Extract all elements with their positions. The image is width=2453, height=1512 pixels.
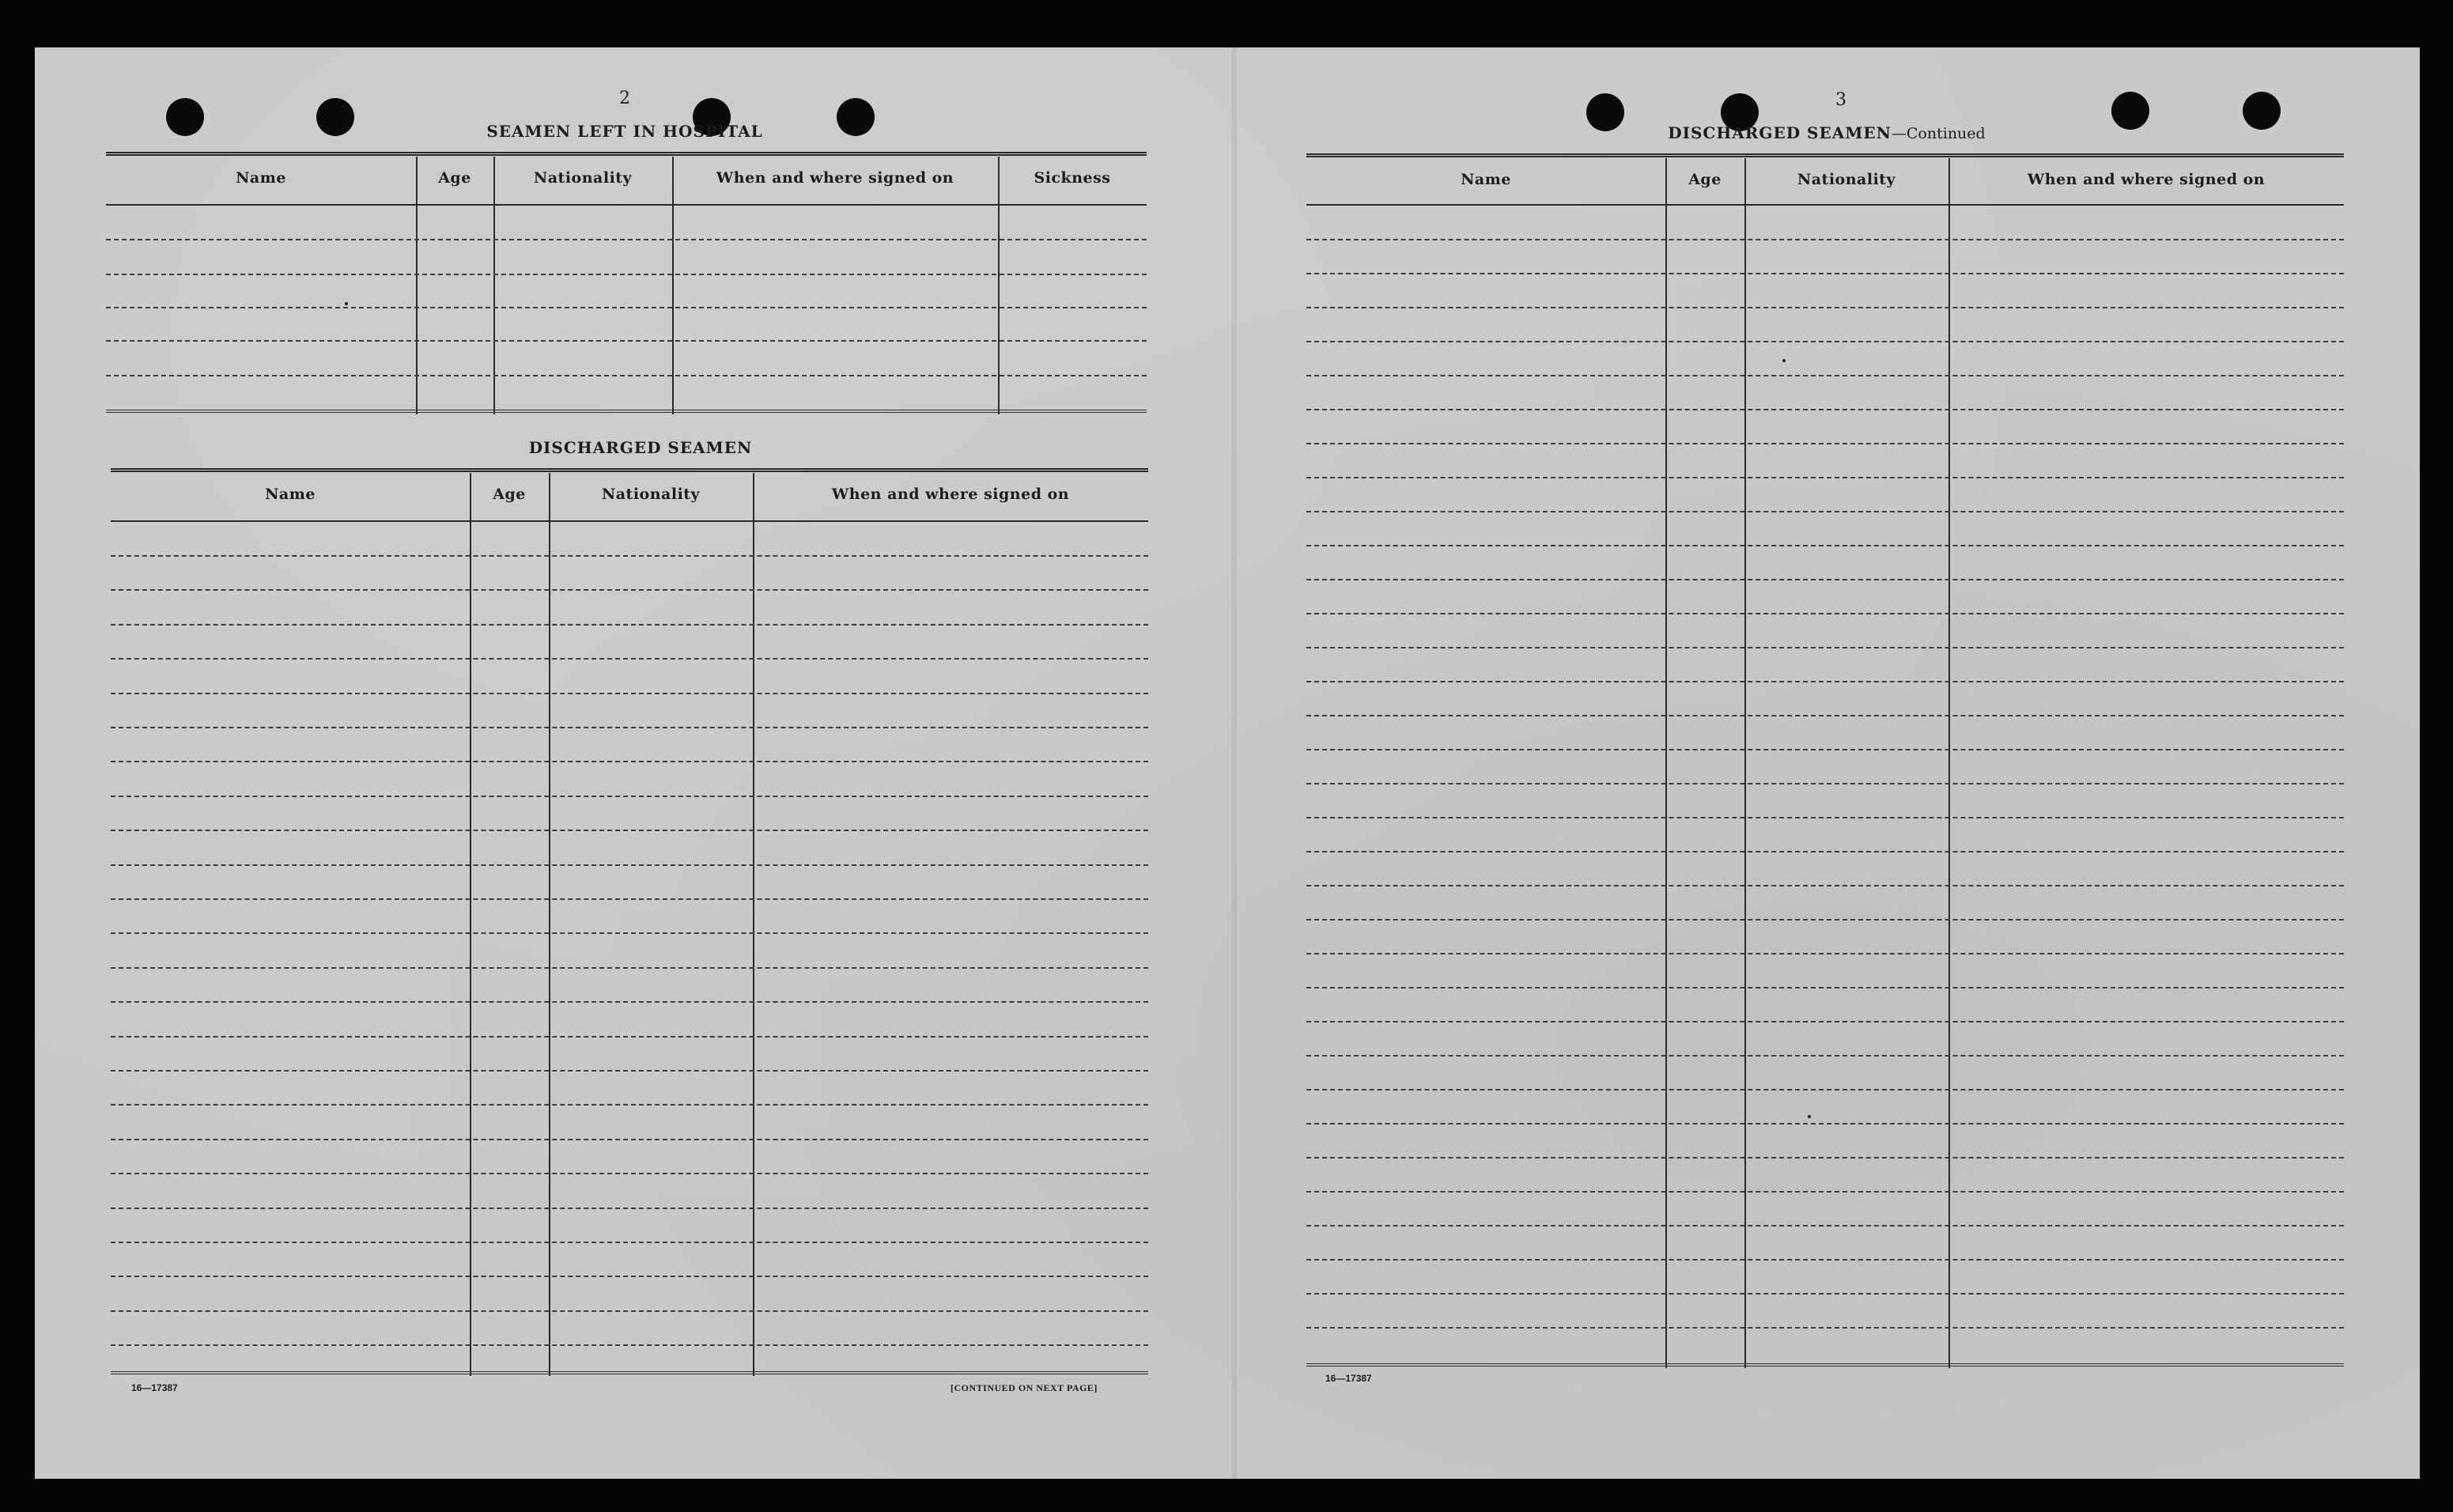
entry-line bbox=[111, 898, 1148, 900]
column-header-name: Name bbox=[236, 169, 286, 187]
entry-line bbox=[111, 1208, 1148, 1209]
page-gutter bbox=[1232, 47, 1237, 1479]
entry-line bbox=[1306, 545, 2344, 546]
form-code-left: 16—17387 bbox=[131, 1382, 178, 1393]
entry-line bbox=[1306, 1089, 2344, 1091]
entry-line bbox=[111, 932, 1148, 934]
entry-line bbox=[111, 555, 1148, 557]
entry-line bbox=[111, 1139, 1148, 1140]
punch-hole bbox=[2111, 92, 2149, 130]
entry-line bbox=[1306, 239, 2344, 240]
entry-line bbox=[1306, 851, 2344, 852]
form-code-right: 16—17387 bbox=[1325, 1373, 1372, 1384]
stray-mark bbox=[1782, 359, 1786, 362]
entry-line bbox=[1306, 1021, 2344, 1022]
table-bottom-rule bbox=[1306, 1363, 2344, 1366]
entry-line bbox=[111, 1173, 1148, 1174]
entry-line bbox=[111, 967, 1148, 969]
discharged-title-text: DISCHARGED SEAMEN bbox=[1668, 123, 1892, 142]
entry-line bbox=[1306, 375, 2344, 376]
column-header-age: Age bbox=[493, 486, 526, 503]
table-header-row bbox=[1306, 171, 2344, 195]
entry-line bbox=[1306, 987, 2344, 988]
entry-line bbox=[1306, 953, 2344, 954]
entry-line bbox=[106, 375, 1147, 376]
entry-line bbox=[111, 830, 1148, 831]
table-bottom-rule bbox=[106, 410, 1147, 413]
punch-hole bbox=[1586, 93, 1624, 131]
header-rule bbox=[1306, 204, 2344, 206]
punch-hole bbox=[2243, 92, 2281, 130]
column-header-signed-on: When and where signed on bbox=[2027, 171, 2266, 188]
column-divider bbox=[549, 473, 550, 1376]
table-header-row bbox=[111, 486, 1148, 509]
entry-line bbox=[1306, 1225, 2344, 1227]
entry-line bbox=[1306, 511, 2344, 512]
entry-line bbox=[111, 864, 1148, 866]
entry-line bbox=[1306, 783, 2344, 784]
column-header-sickness: Sickness bbox=[1034, 169, 1111, 187]
column-header-age: Age bbox=[438, 169, 471, 187]
entry-line bbox=[106, 274, 1147, 275]
column-header-signed-on: When and where signed on bbox=[831, 486, 1070, 503]
entry-line bbox=[1306, 307, 2344, 308]
entry-line bbox=[111, 624, 1148, 626]
header-rule bbox=[106, 204, 1147, 206]
table-top-rule bbox=[1306, 153, 2344, 157]
entry-line bbox=[1306, 885, 2344, 886]
table-top-rule bbox=[106, 152, 1147, 156]
entry-line bbox=[111, 1310, 1148, 1312]
entry-line bbox=[1306, 341, 2344, 342]
entry-line bbox=[1306, 749, 2344, 750]
entry-line bbox=[106, 307, 1147, 308]
page-number-left: 2 bbox=[619, 89, 630, 108]
column-header-name: Name bbox=[1461, 171, 1511, 188]
column-header-name: Name bbox=[265, 486, 316, 503]
entry-line bbox=[111, 693, 1148, 694]
entry-line bbox=[1306, 579, 2344, 580]
entry-line bbox=[1306, 715, 2344, 716]
column-header-nationality: Nationality bbox=[601, 486, 701, 503]
entry-line bbox=[1306, 647, 2344, 648]
entry-line bbox=[1306, 1293, 2344, 1295]
entry-line bbox=[1306, 409, 2344, 410]
entry-line bbox=[111, 1104, 1148, 1106]
entry-line bbox=[1306, 1055, 2344, 1057]
punch-hole bbox=[837, 98, 875, 136]
entry-line bbox=[1306, 681, 2344, 682]
entry-line bbox=[111, 658, 1148, 660]
column-divider bbox=[1744, 158, 1746, 1368]
discharged-continued-title bbox=[1645, 123, 2009, 142]
column-divider bbox=[470, 473, 471, 1376]
stray-mark bbox=[1808, 1115, 1811, 1118]
entry-line bbox=[1306, 1327, 2344, 1329]
continued-suffix: —Continued bbox=[1891, 125, 1986, 142]
column-divider bbox=[1948, 158, 1950, 1368]
table-header-row bbox=[106, 169, 1147, 193]
entry-line bbox=[1306, 1191, 2344, 1193]
continued-note: [CONTINUED ON NEXT PAGE] bbox=[951, 1382, 1098, 1393]
entry-line bbox=[111, 796, 1148, 797]
column-divider bbox=[753, 473, 754, 1376]
entry-line bbox=[106, 340, 1147, 342]
entry-line bbox=[1306, 443, 2344, 444]
column-divider bbox=[1665, 158, 1667, 1368]
entry-line bbox=[111, 1276, 1148, 1277]
discharged-table-right bbox=[1306, 153, 2344, 1371]
punch-hole bbox=[316, 98, 354, 136]
column-header-nationality: Nationality bbox=[1797, 171, 1896, 188]
column-header-age: Age bbox=[1688, 171, 1722, 188]
entry-line bbox=[1306, 817, 2344, 818]
entry-line bbox=[111, 1344, 1148, 1346]
entry-line bbox=[1306, 1123, 2344, 1125]
table-bottom-rule bbox=[111, 1371, 1148, 1374]
entry-line bbox=[1306, 919, 2344, 920]
entry-line bbox=[111, 1001, 1148, 1003]
column-header-signed-on: When and where signed on bbox=[716, 169, 954, 187]
stray-mark bbox=[345, 302, 348, 305]
punch-hole bbox=[166, 98, 204, 136]
entry-line bbox=[1306, 273, 2344, 274]
table-top-rule bbox=[111, 468, 1148, 472]
hospital-table bbox=[106, 152, 1147, 419]
entry-line bbox=[1306, 613, 2344, 614]
page-number-right: 3 bbox=[1835, 90, 1846, 110]
entry-line bbox=[111, 1036, 1148, 1038]
entry-line bbox=[111, 1242, 1148, 1243]
entry-line bbox=[111, 589, 1148, 591]
hospital-section-title: SEAMEN LEFT IN HOSPITAL bbox=[486, 122, 763, 141]
entry-line bbox=[111, 1070, 1148, 1072]
entry-line bbox=[111, 727, 1148, 728]
entry-line bbox=[1306, 1157, 2344, 1159]
discharged-table-left bbox=[111, 468, 1148, 1379]
entry-line bbox=[111, 761, 1148, 762]
column-header-nationality: Nationality bbox=[533, 169, 633, 187]
entry-line bbox=[1306, 477, 2344, 478]
header-rule bbox=[111, 520, 1148, 522]
entry-line bbox=[1306, 1259, 2344, 1261]
entry-line bbox=[106, 239, 1147, 240]
discharged-section-title: DISCHARGED SEAMEN bbox=[528, 438, 753, 457]
